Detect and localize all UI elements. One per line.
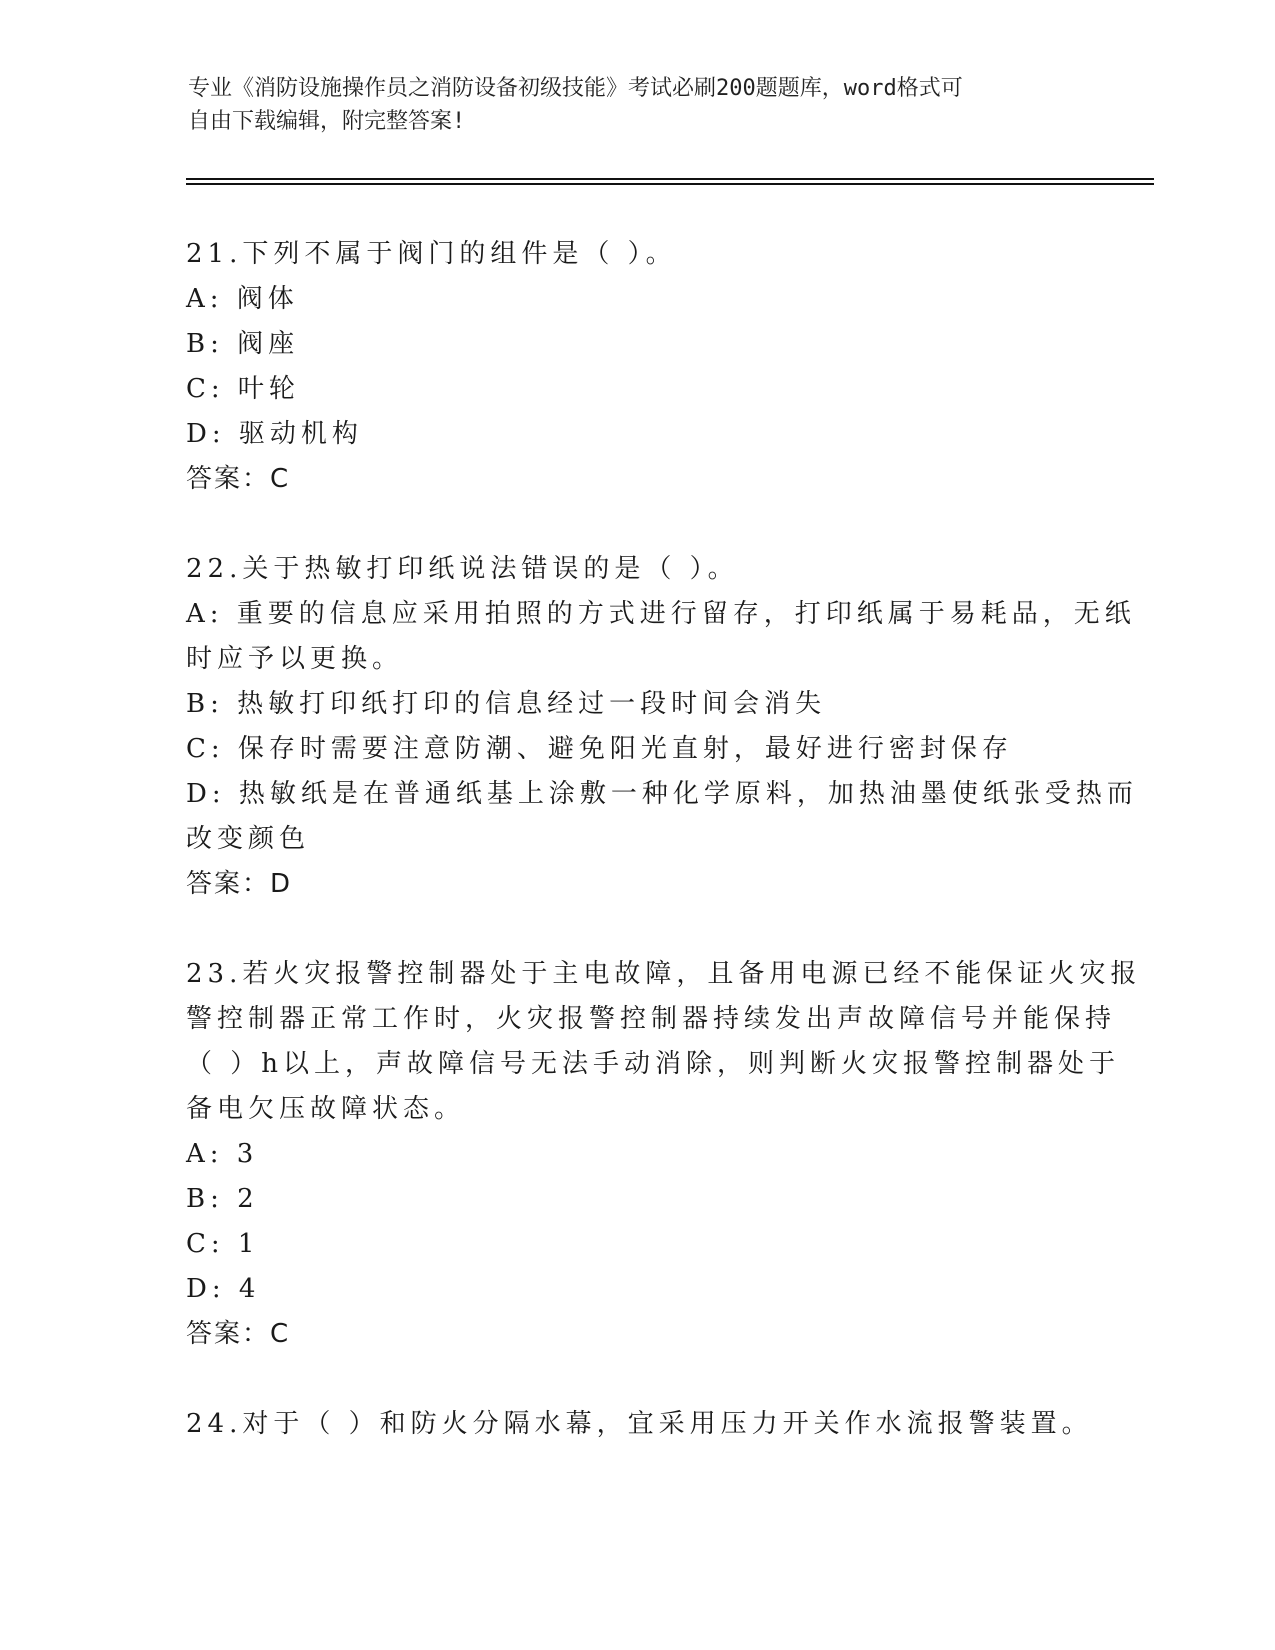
option-d: D: 4 [186,1274,261,1304]
option-a: A: 阀体 [186,284,299,314]
question-block [186,547,1138,907]
answer-label: 答案：D [186,869,293,899]
option-b: B: 阀座 [186,329,300,359]
option-c: C: 1 [186,1229,260,1259]
answer-label: 答案：C [186,1319,291,1349]
option-c: C: 保存时需要注意防潮、避免阳光直射，最好进行密封保存 [186,734,1013,764]
question-stem-line-3: （ ）h以上，声故障信号无法手动消除，则判断火灾报警控制器处于 [186,1049,1121,1079]
option-a: A: 3 [186,1139,259,1169]
question-list [186,232,1142,1447]
header-line-1: 专业《消防设施操作员之消防设备初级技能》考试必刷200题题库，word格式可 [188,76,963,101]
option-b: B: 热敏打印纸打印的信息经过一段时间会消失 [186,689,827,719]
question-stem: 21.下列不属于阀门的组件是（ ）。 [186,239,677,269]
question-block [186,952,1142,1357]
question-stem: 23.若火灾报警控制器处于主电故障，且备用电源已经不能保证火灾报 [186,959,1142,989]
option-d: D: 驱动机构 [186,419,363,449]
option-a-continued: 时应予以更换。 [186,644,404,674]
question-stem: 22.关于热敏打印纸说法错误的是（ ）。 [186,554,739,584]
question-block [186,1402,1093,1447]
answer-label: 答案：C [186,464,291,494]
question-stem-line-4: 备电欠压故障状态。 [186,1094,466,1124]
option-d: D: 热敏纸是在普通纸基上涂敷一种化学原料，加热油墨使纸张受热而 [186,779,1138,809]
question-stem: 24.对于（ ）和防火分隔水幕，宜采用压力开关作水流报警装置。 [186,1409,1093,1439]
option-b: B: 2 [186,1184,259,1214]
option-c: C: 叶轮 [186,374,300,404]
header-divider-bottom [186,183,1154,185]
option-a: A: 重要的信息应采用拍照的方式进行留存，打印纸属于易耗品，无纸 [186,599,1136,629]
option-d-continued: 改变颜色 [186,824,311,854]
header-divider-top [186,178,1154,180]
header-line-2: 自由下载编辑，附完整答案! [188,109,466,134]
question-block [186,232,1086,502]
document-header [188,72,1088,138]
question-stem-line-2: 警控制器正常工作时，火灾报警控制器持续发出声故障信号并能保持 [186,1004,1117,1034]
